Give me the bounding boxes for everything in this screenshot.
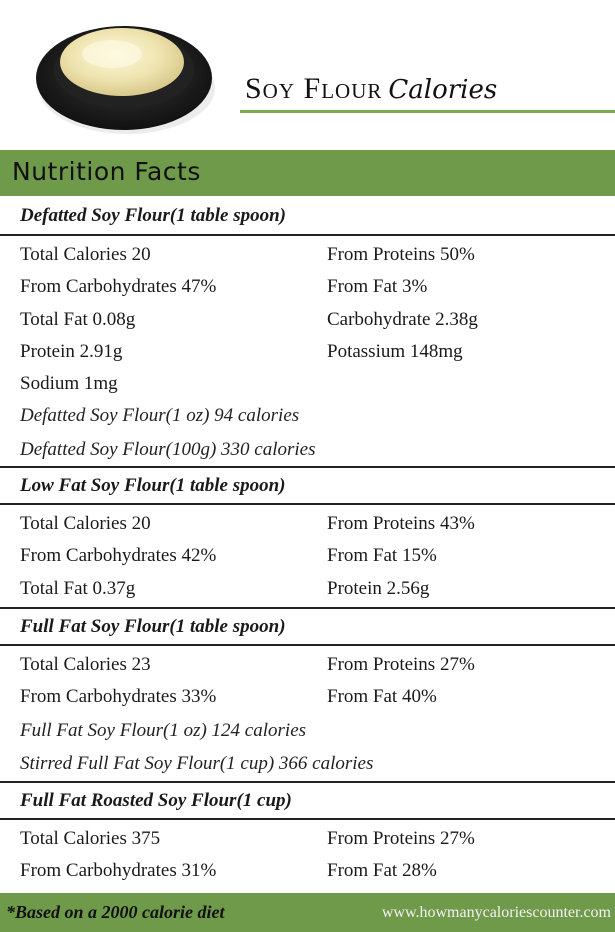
nutrient-cell: From Fat 28% xyxy=(327,860,437,881)
section-heading-low-fat: Low Fat Soy Flour(1 table spoon) xyxy=(20,475,286,496)
nutrient-cell: Carbohydrate 2.38g xyxy=(327,309,478,330)
nutrient-cell: From Carbohydrates 33% xyxy=(20,686,217,707)
soy-flour-bowl-image xyxy=(32,10,218,136)
nutrient-cell: From Fat 40% xyxy=(327,686,437,707)
title-main: Soy Flour xyxy=(245,72,383,105)
serving-note: Defatted Soy Flour(100g) 330 calories xyxy=(20,439,316,460)
section-divider xyxy=(0,466,615,468)
banner-label: Nutrition Facts xyxy=(12,157,201,186)
section-divider xyxy=(0,818,615,820)
nutrition-facts-banner xyxy=(0,150,615,196)
footer-site-link[interactable]: www.howmanycaloriescounter.com xyxy=(381,904,611,921)
nutrient-cell: Protein 2.56g xyxy=(327,578,430,599)
nutrient-cell: From Carbohydrates 31% xyxy=(20,860,217,881)
nutrient-cell: Total Calories 375 xyxy=(20,828,161,849)
title-sub: Calories xyxy=(388,75,498,105)
nutrient-cell: From Proteins 43% xyxy=(327,513,475,534)
nutrient-cell: From Fat 15% xyxy=(327,545,437,566)
section-heading-full-fat-roasted: Full Fat Roasted Soy Flour(1 cup) xyxy=(20,790,292,811)
nutrient-cell: Total Calories 23 xyxy=(20,654,151,675)
nutrient-cell: From Carbohydrates 42% xyxy=(20,545,217,566)
footer-diet-note: *Based on a 2000 calorie diet xyxy=(6,902,225,922)
nutrient-cell: From Carbohydrates 47% xyxy=(20,276,217,297)
nutrient-cell: Total Calories 20 xyxy=(20,513,151,534)
page-title xyxy=(245,72,497,106)
nutrient-cell: Protein 2.91g xyxy=(20,341,123,362)
footer-banner xyxy=(0,893,615,932)
section-divider xyxy=(0,234,615,236)
section-divider xyxy=(0,607,615,609)
section-heading-full-fat: Full Fat Soy Flour(1 table spoon) xyxy=(20,616,286,637)
section-heading-defatted: Defatted Soy Flour(1 table spoon) xyxy=(20,205,286,226)
nutrient-cell: Potassium 148mg xyxy=(327,341,463,362)
serving-note: Full Fat Soy Flour(1 oz) 124 calories xyxy=(20,720,307,741)
nutrient-cell: From Fat 3% xyxy=(327,276,428,297)
nutrient-cell: From Proteins 50% xyxy=(327,244,475,265)
serving-note: Defatted Soy Flour(1 oz) 94 calories xyxy=(20,405,300,426)
section-divider xyxy=(0,503,615,505)
nutrient-cell: From Proteins 27% xyxy=(327,654,475,675)
nutrient-cell: Sodium 1mg xyxy=(20,373,118,394)
serving-note: Stirred Full Fat Soy Flour(1 cup) 366 calories xyxy=(20,753,374,774)
section-divider xyxy=(0,644,615,646)
title-underline xyxy=(240,110,615,113)
nutrient-cell: From Proteins 27% xyxy=(327,828,475,849)
section-divider xyxy=(0,781,615,783)
nutrient-cell: Total Fat 0.08g xyxy=(20,309,136,330)
nutrient-cell: Total Fat 0.37g xyxy=(20,578,136,599)
nutrient-cell: Total Calories 20 xyxy=(20,244,151,265)
